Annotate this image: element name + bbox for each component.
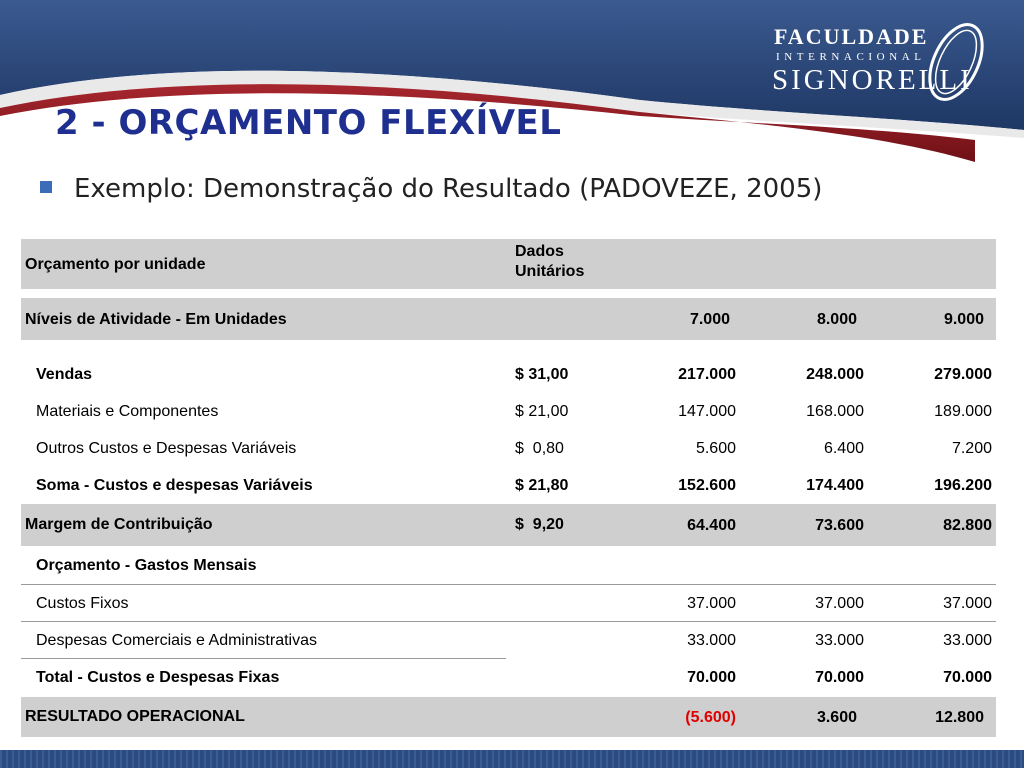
row-label: Soma - Custos e despesas Variáveis <box>36 477 313 494</box>
logo-line-2: INTERNACIONAL <box>776 51 926 63</box>
subtitle-text: Exemplo: Demonstração do Resultado (PADOVEZE, 2005) <box>74 174 823 204</box>
row-unit: $ 31,00 <box>515 366 569 383</box>
table-row <box>21 622 996 659</box>
slide-title: 2 - ORÇAMENTO FLEXÍVEL <box>55 103 562 143</box>
logo-line-3: SIGNORELLI <box>772 64 973 96</box>
row-value-2: 70.000 <box>815 669 864 686</box>
levels-value-3: 9.000 <box>943 311 984 328</box>
row-label: Total - Custos e Despesas Fixas <box>36 669 280 686</box>
result-label: RESULTADO OPERACIONAL <box>25 708 245 725</box>
margin-value-3: 82.800 <box>943 517 992 534</box>
row-value-2: 174.400 <box>806 477 864 494</box>
row-unit: $ 0,80 <box>515 440 564 457</box>
fixed-section-label: Orçamento - Gastos Mensais <box>36 557 257 574</box>
row-label: Custos Fixos <box>36 595 129 612</box>
row-value-3: 7.200 <box>951 440 992 457</box>
header-unit-line-2: Unitários <box>515 263 585 280</box>
table-row <box>21 356 996 393</box>
bullet-square-icon <box>40 181 52 193</box>
table-row <box>21 467 996 504</box>
row-value-1: 152.600 <box>678 477 736 494</box>
row-value-1: 147.000 <box>678 403 736 420</box>
logo-line-1: FACULDADE <box>774 24 929 49</box>
row-value-3: 196.200 <box>934 477 992 494</box>
table-row <box>21 659 996 696</box>
row-value-2: 248.000 <box>806 366 864 383</box>
activity-levels-row <box>21 298 996 340</box>
table-row <box>21 585 996 622</box>
row-value-3: 33.000 <box>943 632 992 649</box>
row-value-3: 189.000 <box>934 403 992 420</box>
row-value-2: 33.000 <box>815 632 864 649</box>
levels-value-2: 8.000 <box>816 311 857 328</box>
row-value-3: 279.000 <box>934 366 992 383</box>
header-label: Orçamento por unidade <box>25 256 206 273</box>
row-unit: $ 21,00 <box>515 403 569 420</box>
row-value-2: 168.000 <box>806 403 864 420</box>
row-value-1: 5.600 <box>695 440 736 457</box>
row-value-1: 37.000 <box>687 595 736 612</box>
faculdade-logo <box>760 18 1000 98</box>
row-label: Despesas Comerciais e Administrativas <box>36 632 317 649</box>
header-unit-line-1: Dados <box>515 243 564 260</box>
margin-row <box>21 504 996 546</box>
table-header-row <box>21 239 996 289</box>
row-label: Vendas <box>36 366 93 383</box>
slide-subtitle <box>40 174 822 204</box>
table-row <box>21 430 996 467</box>
margin-value-1: 64.400 <box>687 517 736 534</box>
row-value-3: 37.000 <box>943 595 992 612</box>
fixed-section-row <box>21 547 996 584</box>
table-row <box>21 393 996 430</box>
row-value-1: 217.000 <box>678 366 736 383</box>
margin-value-2: 73.600 <box>815 517 864 534</box>
operating-result-row <box>21 697 996 737</box>
result-value-2: 3.600 <box>816 709 857 726</box>
row-value-2: 6.400 <box>823 440 864 457</box>
row-value-1: 70.000 <box>687 669 736 686</box>
row-value-3: 70.000 <box>943 669 992 686</box>
row-label: Materiais e Componentes <box>36 403 219 420</box>
levels-label: Níveis de Atividade - Em Unidades <box>25 311 287 328</box>
footer-bar <box>0 750 1024 768</box>
row-label: Outros Custos e Despesas Variáveis <box>36 440 297 457</box>
levels-value-1: 7.000 <box>689 311 730 328</box>
margin-label: Margem de Contribuição <box>25 516 213 533</box>
row-value-2: 37.000 <box>815 595 864 612</box>
row-unit: $ 21,80 <box>515 477 569 494</box>
result-value-3: 12.800 <box>935 709 984 726</box>
row-value-1: 33.000 <box>687 632 736 649</box>
margin-unit: $ 9,20 <box>515 516 564 533</box>
result-value-1: (5.600) <box>685 709 736 726</box>
